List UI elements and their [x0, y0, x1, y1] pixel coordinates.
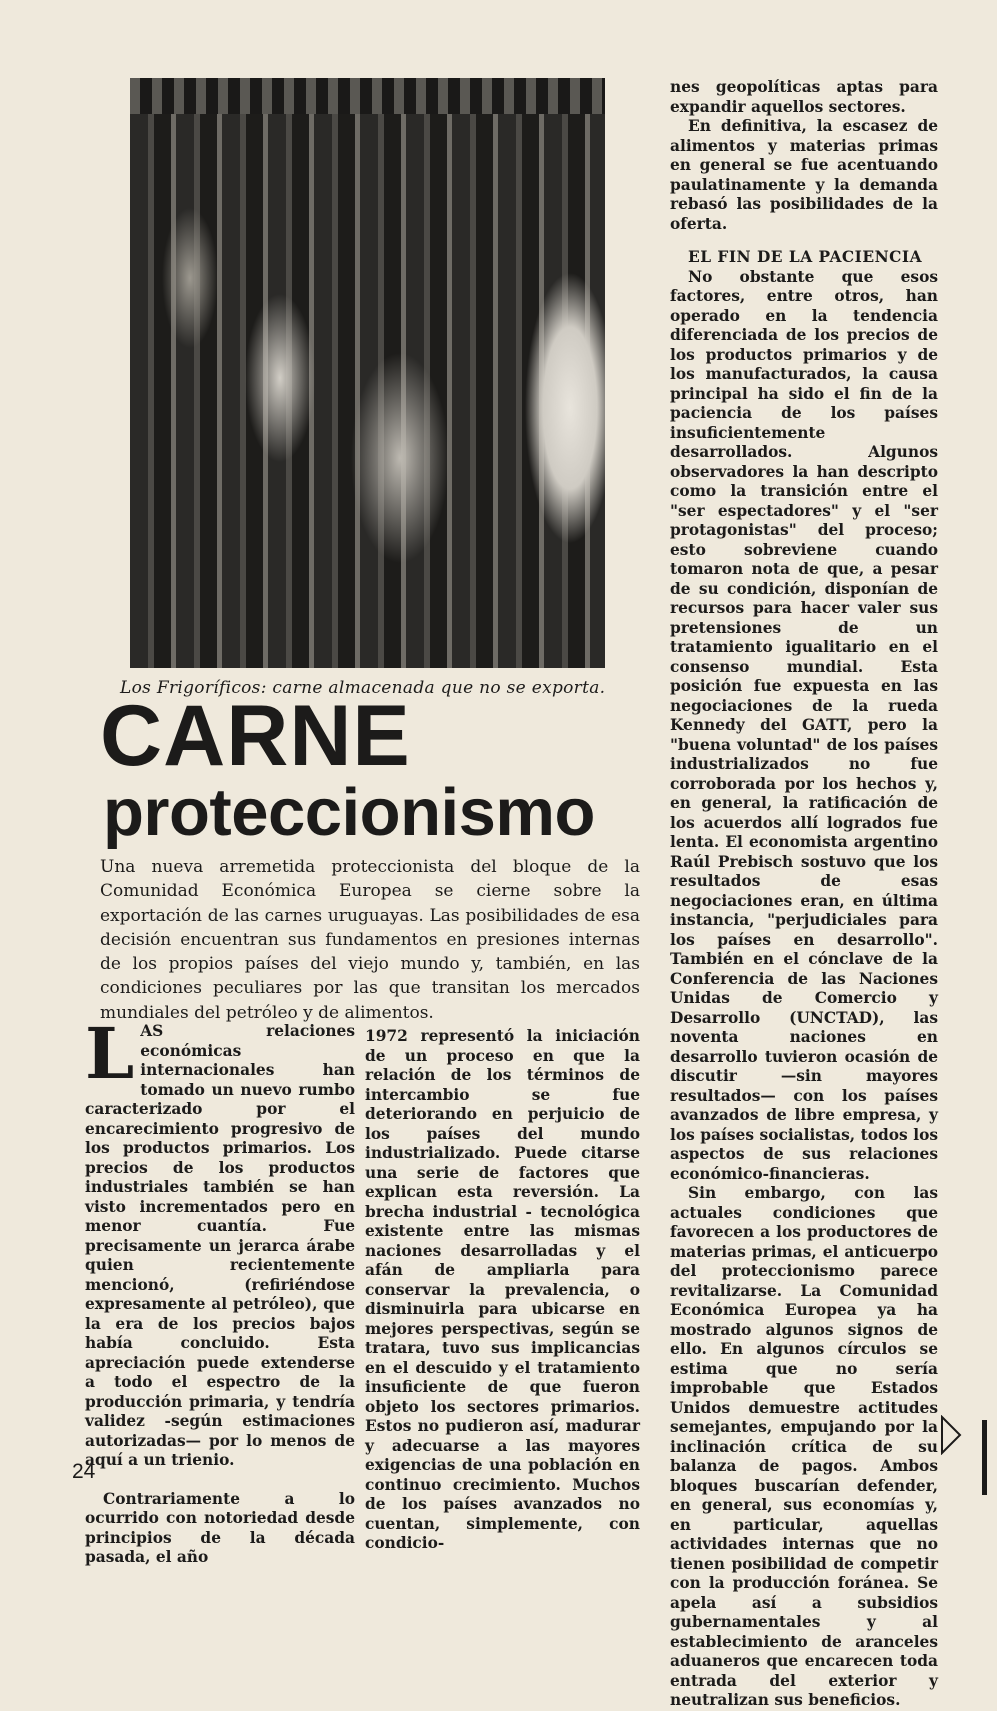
headline-title: CARNE	[100, 688, 411, 784]
photo-ceiling-rails	[130, 78, 605, 114]
col3-paragraph-4: Sin embargo, con las actuales condiciones que favorecen a los productores de materias primas, el anticuerpo del proteccionismo parece revitalizarse. La Comunidad Económica Europea ya ha mostrado algunos signos de ello. En algunos círculos se estima que no sería improbable que Estados Unidos demuestre actitudes semejantes, empujando por la inclinación crítica de su balanza de pagos. Ambos bloques buscarían defender, en general, sus economías y, en particular, aquellas actividades internas que no tienen posibilidad de competir con la producción foránea. Se apela así a subsidios gubernamentales y al establecimiento de aranceles aduaneros que encarecen toda entrada del exterior y neutralizan sus beneficios.	[670, 1184, 938, 1709]
headline-subtitle: proteccionismo	[103, 775, 595, 850]
drop-cap: L	[85, 1012, 135, 1095]
intro-paragraph: Una nueva arremetida proteccionista del bloque de la Comunidad Económica Europea se cierne sobre la exportación de las carnes uruguayas. Las posibilidades de esa decisión encuentran sus fundamentos en presiones internas de los propios países del viejo mundo y, también, en las condiciones peculiares por las que transitan los mercados mundiales del petróleo y de alimentos.	[100, 857, 640, 1023]
cold-storage-photo	[130, 78, 605, 668]
col1-paragraph-1	[85, 1012, 355, 1471]
page-number: 24	[72, 1460, 96, 1483]
col1-paragraph-2: Contrariamente a lo ocurrido con notoriedad desde principios de la década pasada, el año	[85, 1489, 355, 1566]
col2-paragraph-1: 1972 representó la iniciación de un proceso en que la relación de los términos de intercambio se fue deteriorando en perjuicio de los países del mundo industrializado. Puede citarse una serie de factores que explican esta reversión. La brecha industrial - tecnológica existente entre las mismas naciones desarrolladas y el afán de ampliarla para conservar la prevalencia, o disminuirla para ubicarse en mejores perspectivas, según se tratara, tuvo sus implicancias en el descuido y el tratamiento insuficiente de que fueron objeto los sectores primarios. Estos no pudieron así, madurar y adecuarse a las mayores exigencias de una población en continuo crecimiento. Muchos de los países avanzados no cuentan, simplemente, con condicio-	[365, 1027, 640, 1552]
page-edge-mark	[982, 1420, 987, 1495]
continue-arrow-icon	[940, 1415, 962, 1455]
body-column-2	[365, 1027, 640, 1554]
col3-paragraph-1: nes geopolíticas aptas para expandir aquellos sectores.	[670, 78, 938, 116]
body-column-3	[670, 78, 938, 1711]
photo-caption: Los Frigoríficos: carne almacenada que no se exporta.	[120, 678, 606, 698]
body-column-1	[85, 1012, 355, 1568]
col3-paragraph-3: No obstante que esos factores, entre otros, han operado en la tendencia diferenciada de los precios de los productos primarios y de los manufacturados, la causa principal ha sido el fin de la paciencia de los países insuficientemente desarrollados. Algunos observadores la han descripto como la transición entre el "ser espectadores" y el "ser protagonistas" del proceso; esto sobreviene cuando tomaron nota de que, a pesar de su condición, disponían de recursos para hacer valer sus pretensiones de un tratamiento igualitario en el consenso mundial. Esta posición fue expuesta en las negociaciones de la rueda Kennedy del GATT, pero la "buena voluntad" de los países industrializados no fue corroborada por los hechos y, en general, la ratificación de los acuerdos allí logrados fue lenta. El economista argentino Raúl Prebisch sostuvo que los resultados de esas negociaciones eran, en última instancia, "perjudiciales para los países en desarrollo". También en el cónclave de la Conferencia de las Naciones Unidas de Comercio y Desarrollo (UNCTAD), las noventa naciones en desarrollo tuvieron ocasión de discutir —sin mayores resultados— con los países avanzados de libre empresa, y los países socialistas, todos los aspectos de sus relaciones económico-financieras.	[670, 267, 938, 1183]
col3-paragraph-2: En definitiva, la escasez de alimentos y materias primas en general se fue acentuando paulatinamente y la demanda rebasó las posibilidades de la oferta.	[670, 117, 938, 233]
section-heading: EL FIN DE LA PACIENCIA	[688, 248, 923, 266]
col1-paragraph-1-text: AS relaciones económicas internacionales han tomado un nuevo rumbo caracterizado por el encarecimiento progresivo de los productos primarios. Los precios de los productos industriales también se han visto incrementados pero en menor cuantía. Fue precisamente un jerarca árabe quien recientemente mencionó, (refiriéndose expresamente al petróleo), que la era de los precios bajos había concluido. Esta apreciación puede extenderse a todo el espectro de la producción primaria, y tendría validez -según estimaciones autorizadas— por lo menos de aquí a un trienio.	[85, 1022, 355, 1469]
